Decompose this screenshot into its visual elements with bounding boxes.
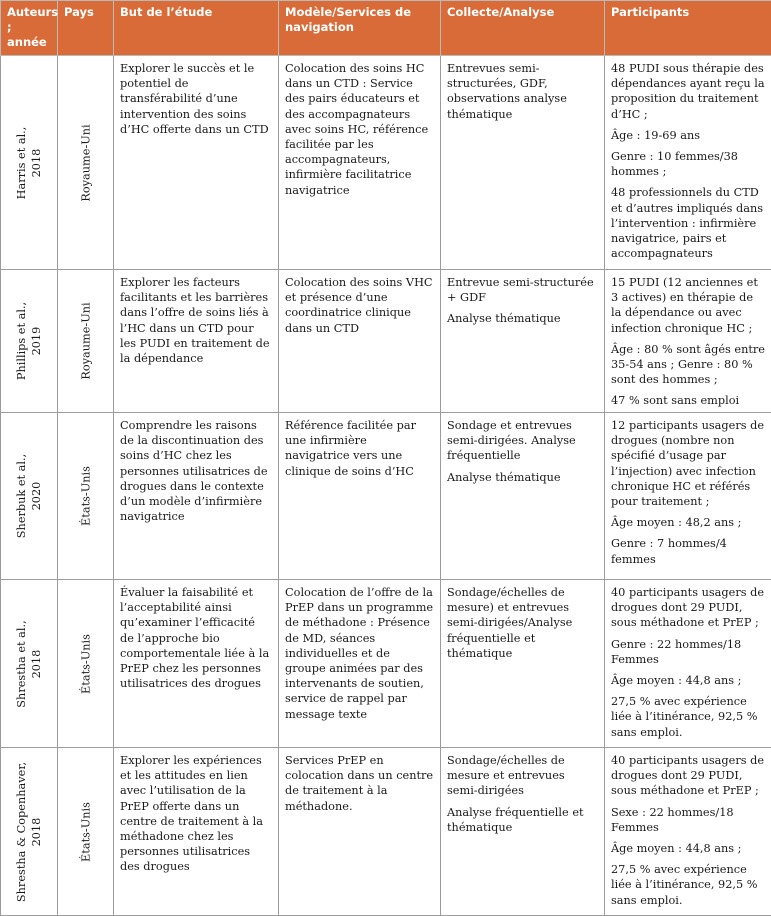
participants-text: 27,5 % avec expérience liée à l’itinérance, 92,5 % sans emploi.	[611, 862, 765, 908]
publication-year: 2019	[29, 302, 44, 380]
publication-year: 2018	[29, 620, 44, 707]
author-name: Phillips et al.,	[14, 302, 29, 380]
table-row	[1, 580, 771, 748]
purpose-cell: Évaluer la faisabilité et l’acceptabilité ainsi qu’examiner l’efficacité de l’approche bio comportementale liée à la PrEP chez les personnes utilisatrices des drogues	[114, 580, 279, 748]
publication-year: 2018	[29, 126, 44, 199]
participants-text: 47 % sont sans emploi	[611, 393, 765, 408]
publication-year: 2018	[29, 761, 44, 901]
participants-text: 40 participants usagers de drogues dont 29 PUDI, sous méthadone et PrEP ;	[611, 753, 765, 799]
model-cell: Colocation des soins HC dans un CTD : Service des pairs éducateurs et des accompagnateurs avec soins HC, référence facilitée par les accompagnateurs, infirmière facilitatrice navigatrice	[279, 56, 441, 270]
country-cell	[58, 56, 114, 270]
collection-cell	[441, 56, 605, 270]
collection-text: Analyse thématique	[447, 311, 598, 326]
author-year-cell	[1, 413, 58, 580]
participants-cell	[605, 270, 771, 413]
author-name: Harris et al.,	[14, 126, 29, 199]
model-cell: Colocation des soins VHC et présence d’une coordinatrice clinique dans un CTD	[279, 270, 441, 413]
author-year-cell	[1, 580, 58, 748]
country-label: États-Unis	[78, 466, 93, 526]
participants-text: 12 participants usagers de drogues (nombre non spécifié d’usage par l’injection) avec infection chronique HC et référés pour traitement ;	[611, 418, 765, 509]
model-cell: Services PrEP en colocation dans un centre de traitement à la méthadone.	[279, 748, 441, 916]
participants-text: Genre : 22 hommes/18 Femmes	[611, 637, 765, 667]
participants-cell	[605, 580, 771, 748]
author-year-cell	[1, 748, 58, 916]
purpose-cell: Explorer le succès et le potentiel de transférabilité d’une intervention des soins d’HC offerte dans un CTD	[114, 56, 279, 270]
collection-text: Sondage et entrevues semi-dirigées. Analyse fréquentielle	[447, 418, 598, 464]
country-label: États-Unis	[78, 802, 93, 862]
country-label: Royaume-Uni	[78, 124, 93, 201]
header-study-purpose: But de l’étude	[114, 1, 279, 56]
participants-text: Genre : 10 femmes/38 hommes ;	[611, 149, 765, 179]
header-participants: Participants	[605, 1, 771, 56]
collection-text: Analyse thématique	[447, 470, 598, 485]
participants-text: Âge moyen : 48,2 ans ;	[611, 515, 765, 530]
participants-text: 27,5 % avec expérience liée à l’itinérance, 92,5 % sans emploi.	[611, 694, 765, 740]
table-header-row	[1, 1, 771, 56]
participants-text: Sexe : 22 hommes/18 Femmes	[611, 805, 765, 835]
author-name: Sherbuk et al.,	[14, 454, 29, 538]
country-cell	[58, 270, 114, 413]
purpose-cell: Explorer les expériences et les attitudes en lien avec l’utilisation de la PrEP offerte dans un centre de traitement à la méthadone chez les personnes utilisatrices des drogues	[114, 748, 279, 916]
header-country: Pays	[58, 1, 114, 56]
participants-text: Âge moyen : 44,8 ans ;	[611, 841, 765, 856]
participants-text: 48 professionnels du CTD et d’autres impliqués dans l’intervention : infirmière navigatrice, pairs et accompagnateurs	[611, 185, 765, 261]
collection-cell	[441, 748, 605, 916]
collection-text: Analyse fréquentielle et thématique	[447, 805, 598, 835]
participants-cell	[605, 56, 771, 270]
participants-text: Âge moyen : 44,8 ans ;	[611, 673, 765, 688]
table-row	[1, 270, 771, 413]
participants-text: 15 PUDI (12 anciennes et 3 actives) en thérapie de la dépendance ou avec infection chronique HC ;	[611, 275, 765, 336]
publication-year: 2020	[29, 454, 44, 538]
participants-cell	[605, 748, 771, 916]
country-label: Royaume-Uni	[78, 302, 93, 379]
collection-cell	[441, 270, 605, 413]
header-collection-analysis: Collecte/Analyse	[441, 1, 605, 56]
author-year-cell	[1, 56, 58, 270]
participants-text: Âge : 19-69 ans	[611, 128, 765, 143]
collection-text: Entrevue semi-structurée + GDF	[447, 275, 598, 305]
country-cell	[58, 580, 114, 748]
header-navigation-model: Modèle/Services de navigation	[279, 1, 441, 56]
author-name: Shrestha & Copenhaver,	[14, 761, 29, 901]
country-label: États-Unis	[78, 634, 93, 694]
header-authors-year: Auteurs ; année	[1, 1, 58, 56]
model-cell: Colocation de l’offre de la PrEP dans un programme de méthadone : Présence de MD, séances individuelles et de groupe animées par des intervenants de soutien, service de rappel par message texte	[279, 580, 441, 748]
participants-text: 40 participants usagers de drogues dont 29 PUDI, sous méthadone et PrEP ;	[611, 585, 765, 631]
participants-text: Âge : 80 % sont âgés entre 35-54 ans ; Genre : 80 % sont des hommes ;	[611, 342, 765, 388]
country-cell	[58, 413, 114, 580]
collection-text: Entrevues semi-structurées, GDF, observations analyse thématique	[447, 61, 598, 122]
model-cell: Référence facilitée par une infirmière navigatrice vers une clinique de soins d’HC	[279, 413, 441, 580]
participants-text: Genre : 7 hommes/4 femmes	[611, 536, 765, 566]
table-row	[1, 748, 771, 916]
collection-text: Sondage/échelles de mesure et entrevues semi-dirigées	[447, 753, 598, 799]
collection-cell	[441, 580, 605, 748]
author-name: Shrestha et al.,	[14, 620, 29, 707]
collection-text: Sondage/échelles de mesure) et entrevues semi-dirigées/Analyse fréquentielle et thématique	[447, 585, 598, 661]
table-row	[1, 56, 771, 270]
collection-cell	[441, 413, 605, 580]
purpose-cell: Explorer les facteurs facilitants et les barrières dans l’offre de soins liés à l’HC dans un CTD pour les PUDI en traitement de la dépendance	[114, 270, 279, 413]
purpose-cell: Comprendre les raisons de la discontinuation des soins d’HC chez les personnes utilisatrices de drogues dans le contexte d’un modèle d’infirmière navigatrice	[114, 413, 279, 580]
country-cell	[58, 748, 114, 916]
participants-text: 48 PUDI sous thérapie des dépendances ayant reçu la proposition du traitement d’HC ;	[611, 61, 765, 122]
author-year-cell	[1, 270, 58, 413]
table-row	[1, 413, 771, 580]
participants-cell	[605, 413, 771, 580]
